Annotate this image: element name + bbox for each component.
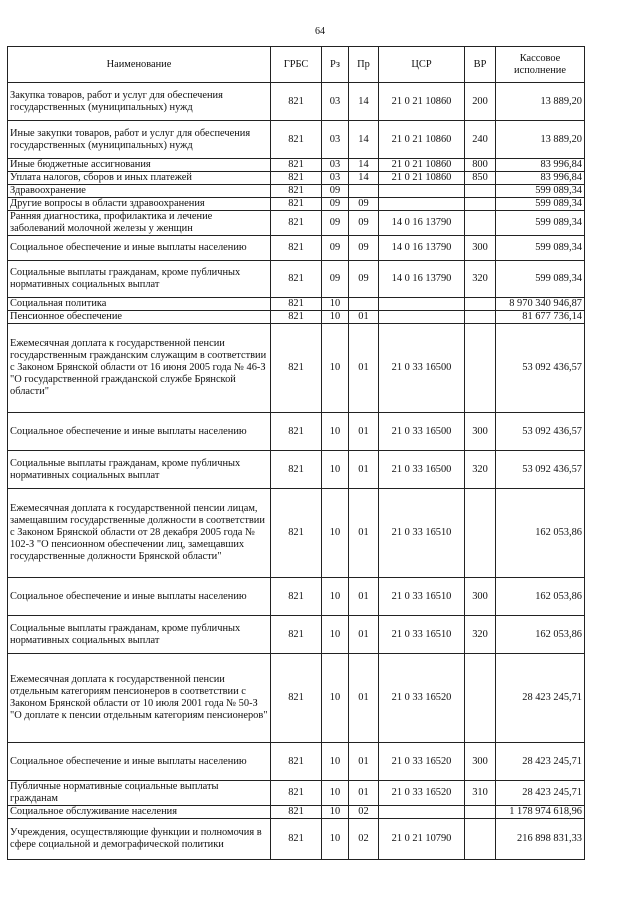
cell-csr: 21 0 33 16500 [379,324,465,413]
cell-pr: 09 [349,211,379,236]
cell-name: Социальное обеспечение и иные выплаты населению [8,236,271,261]
cell-pr: 01 [349,654,379,743]
cell-vr [465,298,496,311]
table-row [8,413,585,451]
cell-vr: 850 [465,172,496,185]
cell-name: Социальные выплаты гражданам, кроме публичных нормативных социальных выплат [8,616,271,654]
cell-rz: 03 [322,121,349,159]
cell-rz: 10 [322,489,349,578]
cell-grbs: 821 [271,298,322,311]
cell-pr: 01 [349,413,379,451]
cell-amount: 28 423 245,71 [496,781,585,806]
cell-grbs: 821 [271,578,322,616]
header-amount: Кассовое исполнение [496,47,585,83]
cell-amount: 599 089,34 [496,198,585,211]
cell-grbs: 821 [271,211,322,236]
cell-pr: 14 [349,121,379,159]
table-row [8,185,585,198]
table-row [8,261,585,298]
cell-pr: 01 [349,311,379,324]
table-row [8,451,585,489]
cell-vr: 300 [465,578,496,616]
cell-csr: 21 0 21 10860 [379,172,465,185]
cell-pr: 09 [349,261,379,298]
cell-csr: 21 0 33 16520 [379,743,465,781]
cell-amount: 1 178 974 618,96 [496,806,585,819]
cell-amount: 53 092 436,57 [496,413,585,451]
table-row [8,806,585,819]
cell-name: Закупка товаров, работ и услуг для обеспечения государственных (муниципальных) нужд [8,83,271,121]
cell-name: Иные бюджетные ассигнования [8,159,271,172]
cell-grbs: 821 [271,261,322,298]
cell-grbs: 821 [271,451,322,489]
cell-name: Публичные нормативные социальные выплаты гражданам [8,781,271,806]
cell-rz: 09 [322,211,349,236]
cell-pr: 01 [349,743,379,781]
cell-grbs: 821 [271,616,322,654]
cell-csr [379,311,465,324]
cell-name: Социальное обеспечение и иные выплаты населению [8,413,271,451]
cell-name: Социальные выплаты гражданам, кроме публичных нормативных социальных выплат [8,451,271,489]
cell-rz: 03 [322,172,349,185]
table-row [8,781,585,806]
header-rz: Рз [322,47,349,83]
cell-vr: 300 [465,743,496,781]
cell-name: Иные закупки товаров, работ и услуг для обеспечения государственных (муниципальных) нужд [8,121,271,159]
cell-amount: 162 053,86 [496,489,585,578]
cell-amount: 83 996,84 [496,172,585,185]
cell-grbs: 821 [271,489,322,578]
cell-rz: 10 [322,451,349,489]
cell-amount: 53 092 436,57 [496,451,585,489]
table-row [8,298,585,311]
cell-csr: 14 0 16 13790 [379,211,465,236]
cell-pr: 01 [349,616,379,654]
table-row [8,211,585,236]
cell-amount: 162 053,86 [496,578,585,616]
cell-vr: 300 [465,413,496,451]
table-row [8,236,585,261]
table-row [8,616,585,654]
cell-grbs: 821 [271,781,322,806]
cell-csr: 21 0 33 16510 [379,616,465,654]
cell-csr: 21 0 21 10860 [379,121,465,159]
cell-amount: 8 970 340 946,87 [496,298,585,311]
cell-rz: 10 [322,616,349,654]
cell-amount: 53 092 436,57 [496,324,585,413]
cell-csr [379,185,465,198]
cell-pr: 01 [349,451,379,489]
cell-pr: 14 [349,83,379,121]
page-number: 64 [315,26,325,37]
cell-grbs: 821 [271,172,322,185]
cell-amount: 28 423 245,71 [496,654,585,743]
cell-pr: 14 [349,172,379,185]
table-row [8,819,585,860]
cell-rz: 03 [322,159,349,172]
cell-name: Здравоохранение [8,185,271,198]
cell-name: Социальное обслуживание населения [8,806,271,819]
cell-csr: 21 0 33 16520 [379,654,465,743]
cell-name: Ежемесячная доплата к государственной пенсии государственным гражданским служащим в соответствии с Законом Брянской области от 16 июня 2005 года № 46-З "О государственной гражданской службе Брянской области" [8,324,271,413]
cell-amount: 599 089,34 [496,236,585,261]
table-row [8,743,585,781]
cell-grbs: 821 [271,413,322,451]
cell-rz: 10 [322,781,349,806]
cell-amount: 81 677 736,14 [496,311,585,324]
cell-rz: 10 [322,298,349,311]
header-csr: ЦСР [379,47,465,83]
cell-rz: 10 [322,819,349,860]
cell-csr: 21 0 33 16500 [379,413,465,451]
cell-name: Уплата налогов, сборов и иных платежей [8,172,271,185]
cell-csr [379,198,465,211]
cell-pr: 01 [349,324,379,413]
table-row [8,83,585,121]
cell-pr: 01 [349,489,379,578]
cell-vr [465,806,496,819]
cell-grbs: 821 [271,198,322,211]
cell-amount: 13 889,20 [496,121,585,159]
table-row [8,198,585,211]
cell-amount: 599 089,34 [496,261,585,298]
table-row [8,489,585,578]
cell-rz: 09 [322,185,349,198]
cell-grbs: 821 [271,806,322,819]
cell-grbs: 821 [271,654,322,743]
header-pr: Пр [349,47,379,83]
cell-csr: 21 0 33 16510 [379,489,465,578]
cell-vr [465,819,496,860]
cell-csr: 21 0 33 16520 [379,781,465,806]
cell-vr: 800 [465,159,496,172]
cell-name: Социальная политика [8,298,271,311]
table-row [8,311,585,324]
table-row [8,324,585,413]
budget-table [7,46,585,860]
table-row [8,159,585,172]
cell-pr [349,298,379,311]
cell-grbs: 821 [271,743,322,781]
cell-vr [465,324,496,413]
cell-grbs: 821 [271,819,322,860]
cell-name: Ежемесячная доплата к государственной пенсии лицам, замещавшим государственные должности в соответствии с Законом Брянской области от 28 декабря 2005 года № 102-З "О пенсионном обеспечении лиц, замещавших государственные должности Брянской области" [8,489,271,578]
cell-name: Ежемесячная доплата к государственной пенсии отдельным категориям пенсионеров в соответствии с Законом Брянской области от 10 июля 2001 года № 50-З "О доплате к пенсии отдельным категориям пенсионеров" [8,654,271,743]
cell-amount: 83 996,84 [496,159,585,172]
cell-name: Социальные выплаты гражданам, кроме публичных нормативных социальных выплат [8,261,271,298]
cell-vr: 240 [465,121,496,159]
cell-grbs: 821 [271,236,322,261]
cell-name: Социальное обеспечение и иные выплаты населению [8,578,271,616]
cell-vr: 320 [465,616,496,654]
table-header-row [8,47,585,83]
cell-pr: 14 [349,159,379,172]
cell-vr: 320 [465,261,496,298]
cell-csr [379,806,465,819]
cell-grbs: 821 [271,159,322,172]
cell-vr [465,185,496,198]
header-name: Наименование [8,47,271,83]
header-grbs: ГРБС [271,47,322,83]
table-row [8,654,585,743]
cell-csr: 14 0 16 13790 [379,261,465,298]
cell-vr [465,654,496,743]
cell-vr: 310 [465,781,496,806]
cell-amount: 216 898 831,33 [496,819,585,860]
cell-amount: 28 423 245,71 [496,743,585,781]
cell-rz: 10 [322,806,349,819]
cell-vr [465,211,496,236]
header-vr: ВР [465,47,496,83]
table-row [8,121,585,159]
cell-grbs: 821 [271,185,322,198]
table-row [8,578,585,616]
cell-csr: 14 0 16 13790 [379,236,465,261]
cell-grbs: 821 [271,83,322,121]
cell-pr: 02 [349,806,379,819]
table-row [8,172,585,185]
cell-csr: 21 0 21 10860 [379,83,465,121]
cell-rz: 10 [322,654,349,743]
cell-vr [465,198,496,211]
cell-grbs: 821 [271,121,322,159]
cell-amount: 599 089,34 [496,211,585,236]
cell-name: Социальное обеспечение и иные выплаты населению [8,743,271,781]
cell-csr [379,298,465,311]
cell-csr: 21 0 33 16510 [379,578,465,616]
cell-vr [465,489,496,578]
cell-amount: 162 053,86 [496,616,585,654]
cell-pr [349,185,379,198]
cell-pr: 09 [349,198,379,211]
cell-vr: 200 [465,83,496,121]
cell-rz: 03 [322,83,349,121]
cell-pr: 01 [349,781,379,806]
cell-rz: 10 [322,578,349,616]
cell-name: Учреждения, осуществляющие функции и полномочия в сфере социальной и демографической политики [8,819,271,860]
cell-rz: 10 [322,413,349,451]
cell-rz: 09 [322,261,349,298]
cell-amount: 13 889,20 [496,83,585,121]
cell-vr: 300 [465,236,496,261]
cell-rz: 10 [322,324,349,413]
cell-vr [465,311,496,324]
cell-rz: 09 [322,198,349,211]
cell-pr: 01 [349,578,379,616]
cell-amount: 599 089,34 [496,185,585,198]
cell-rz: 09 [322,236,349,261]
cell-vr: 320 [465,451,496,489]
cell-rz: 10 [322,311,349,324]
cell-name: Пенсионное обеспечение [8,311,271,324]
cell-pr: 02 [349,819,379,860]
cell-pr: 09 [349,236,379,261]
cell-grbs: 821 [271,311,322,324]
cell-name: Другие вопросы в области здравоохранения [8,198,271,211]
cell-name: Ранняя диагностика, профилактика и лечение заболеваний молочной железы у женщин [8,211,271,236]
cell-rz: 10 [322,743,349,781]
cell-csr: 21 0 33 16500 [379,451,465,489]
cell-csr: 21 0 21 10860 [379,159,465,172]
cell-csr: 21 0 21 10790 [379,819,465,860]
cell-grbs: 821 [271,324,322,413]
